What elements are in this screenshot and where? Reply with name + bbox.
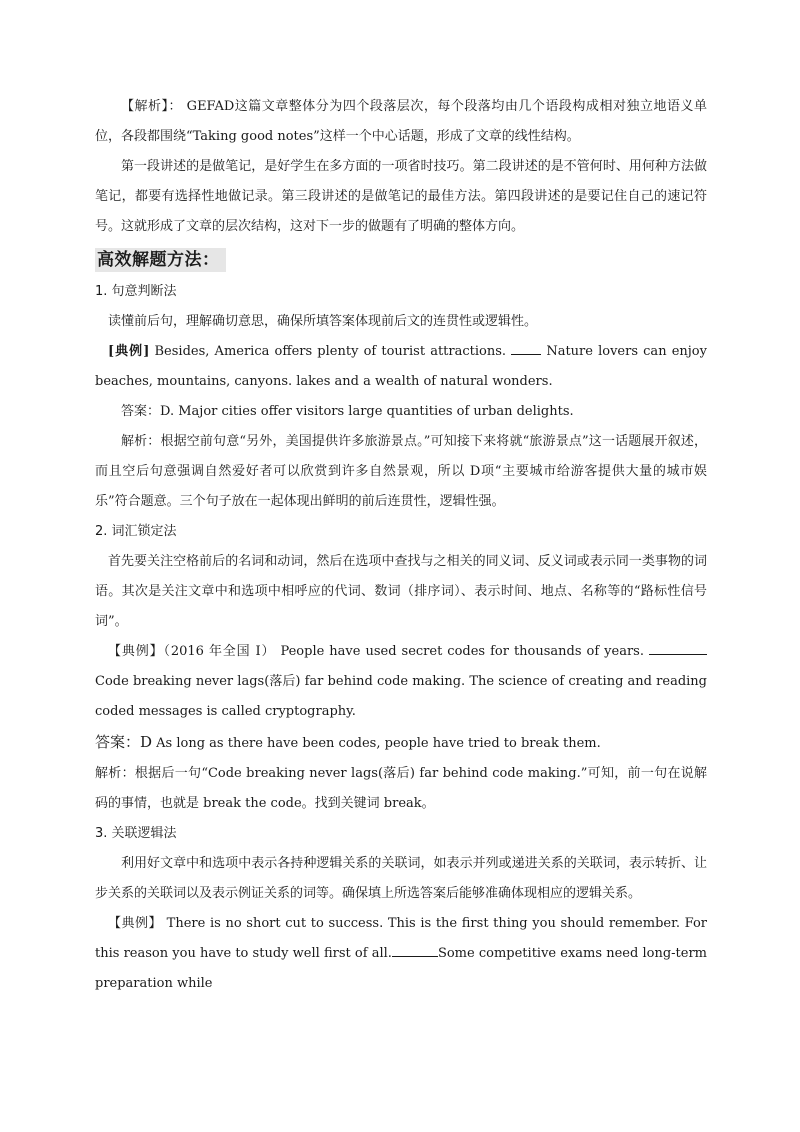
answer-blank [392, 942, 438, 957]
method1-answer: 答案：D. Major cities offer visitors large quantities of urban delights. [121, 404, 574, 419]
document-page [95, 92, 707, 999]
method2-answer [95, 727, 707, 759]
analysis-label: 【解析】： [121, 99, 183, 114]
example-text-before: People have used secret codes for thousands of years. [275, 644, 649, 659]
method2-desc: 首先要关注空格前后的名词和动词，然后在选项中查找与之相关的同义词、反义词或表示同一类事物的词语。其次是关注文章中和选项中相呼应的代词、数词（排序词）、表示时间、地点、名称等的“路标性信号词”。 [95, 554, 707, 629]
method3-heading: 3. 关联逻辑法 [95, 826, 177, 841]
example-text-before: There is no short cut to success. This is the first thing you should remember. For this reason you have to study well first of all. [95, 916, 707, 961]
answer-blank [511, 340, 541, 355]
method1-example [95, 337, 707, 397]
method1-analysis: 解析：根据空前句意“另外，美国提供许多旅游景点。”可知接下来将就“旅游景点”这一话题展开叙述，而且空后句意强调自然爱好者可以欣赏到许多自然景观，所以 D项“主要城市给游客提供大量的城市娱乐”符合题意。三个句子放在一起体现出鲜明的前后连贯性，逻辑性强。 [95, 434, 707, 509]
example-label: [典例] [108, 344, 150, 359]
intro-paragraph-2: 第一段讲述的是做笔记，是好学生在多方面的一项省时技巧。第二段讲述的是不管何时、用何种方法做笔记，都要有选择性地做记录。第三段讲述的是做笔记的最佳方法。第四段讲述的是要记住自己的速记符号。这就形成了文章的层次结构，这对下一步的做题有了明确的整体方向。 [95, 159, 707, 234]
method2-heading: 2. 词汇锁定法 [95, 524, 177, 539]
method3-example [95, 909, 707, 999]
method1-desc: 读懂前后句，理解确切意思，确保所填答案体现前后文的连贯性或逻辑性。 [108, 314, 538, 329]
example-source: （2016 年全国 I） [163, 644, 276, 659]
example-text-after: Some competitive exams need long-term preparation while [95, 946, 708, 991]
banner-title: 高效解题方法： [95, 248, 226, 272]
answer-text: As long as there have been codes, people have tried to break them. [152, 736, 601, 751]
method2-example [95, 637, 707, 727]
example-label: 【典例】 [108, 644, 164, 659]
section-banner [95, 242, 707, 277]
answer-blank [649, 640, 707, 655]
example-label: 【典例】 [108, 916, 163, 931]
intro-text-1: GEFAD这篇文章整体分为四个段落层次，每个段落均由几个语段构成相对独立地语义单位，各段都围绕“Taking good notes”这样一个中心话题，形成了文章的线性结构。 [95, 99, 707, 144]
intro-paragraph-1 [95, 92, 707, 152]
method3-desc: 利用好文章中和选项中表示各持种逻辑关系的关联词，如表示并列或递进关系的关联词，表示转折、让步关系的关联词以及表示例证关系的词等。确保填上所选答案后能够准确体现相应的逻辑关系。 [95, 856, 707, 901]
method2-analysis: 解析：根据后一句“Code breaking never lags(落后) far behind code making.”可知，前一句在说解码的事情，也就是 break the code。找到关键词 break。 [95, 766, 707, 811]
method1-heading: 1. 句意判断法 [95, 284, 177, 299]
example-text-before: Besides, America offers plenty of tourist attractions. [149, 344, 512, 359]
answer-label: 答案：D [95, 733, 153, 751]
example-text-after: Nature lovers can enjoy beaches, mountains, canyons. lakes and a wealth of natural wonders. [95, 344, 707, 389]
example-text-after: Code breaking never lags(落后) far behind code making. The science of creating and reading coded messages is called cryptography. [95, 674, 707, 719]
